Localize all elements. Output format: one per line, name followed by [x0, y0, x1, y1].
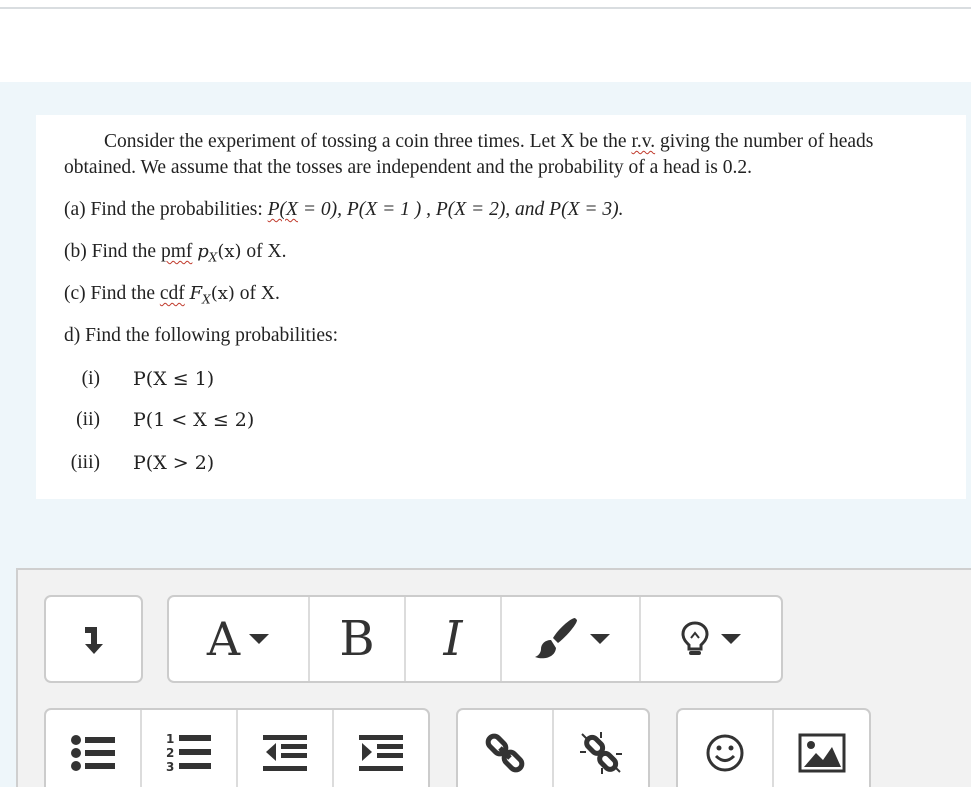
cdf-sub: X	[202, 292, 211, 307]
toolbar-group-expand	[44, 595, 143, 683]
outdent-icon	[263, 733, 307, 773]
link-button[interactable]	[458, 710, 554, 787]
ordered-list-button[interactable]	[142, 710, 238, 787]
toolbar-group-insert	[676, 708, 871, 787]
chevron-down-icon	[589, 632, 611, 646]
toolbar-group-links	[456, 708, 650, 787]
part-c	[64, 282, 280, 312]
item-i-expression: P(X ≤ 1)	[133, 368, 215, 390]
bold-icon: B	[339, 611, 375, 667]
image-icon	[798, 733, 846, 773]
tips-button[interactable]	[641, 597, 781, 681]
rv-term: r.v.	[631, 131, 656, 152]
item-iii-number: (iii)	[70, 452, 100, 473]
cdf-f: F	[189, 283, 203, 304]
question-intro-line1	[104, 130, 873, 154]
expand-toolbar-icon	[82, 622, 106, 656]
item-i-number: (i)	[81, 368, 100, 389]
ordered-list-icon	[166, 731, 212, 775]
cdf-term: cdf	[159, 283, 185, 304]
image-button[interactable]	[774, 710, 869, 787]
cdf-arg: (x)	[210, 283, 235, 304]
expand-toolbar-button[interactable]	[46, 597, 141, 681]
item-iii-expression: P(X > 2)	[133, 452, 215, 474]
chevron-down-icon	[248, 632, 270, 646]
chevron-down-icon	[720, 632, 742, 646]
cdf-symbol	[189, 283, 235, 307]
indent-button[interactable]	[334, 710, 428, 787]
svg-text:1: 1	[166, 732, 175, 746]
font-color-button[interactable]	[169, 597, 310, 681]
unlink-icon	[578, 730, 624, 776]
item-ii-number: (ii)	[76, 409, 100, 430]
italic-icon: I	[443, 611, 463, 667]
pmf-symbol	[197, 241, 242, 265]
part-d: d) Find the following probabilities:	[64, 325, 339, 346]
part-c-label: (c) Find the	[64, 283, 160, 304]
part-b-label: (b) Find the	[64, 241, 161, 262]
pmf-arg: (x)	[217, 241, 242, 262]
font-color-icon: A	[206, 612, 241, 666]
unordered-list-button[interactable]	[46, 710, 142, 787]
outdent-button[interactable]	[238, 710, 334, 787]
emoji-button[interactable]	[678, 710, 774, 787]
emoji-icon	[705, 733, 745, 773]
bold-button[interactable]	[310, 597, 406, 681]
question-intro-line2: obtained. We assume that the tosses are independent and the probability of a head is 0.2.	[64, 157, 752, 178]
svg-text:2: 2	[166, 746, 175, 760]
part-a-p0: P(X	[267, 199, 298, 220]
background-color-button[interactable]	[502, 597, 641, 681]
part-b-end: of X.	[241, 241, 287, 262]
toolbar-group-format	[167, 595, 783, 683]
part-a-label: (a) Find the probabilities:	[64, 199, 268, 220]
toolbar-group-lists	[44, 708, 430, 787]
pmf-p: p	[197, 241, 209, 262]
italic-button[interactable]	[406, 597, 502, 681]
unlink-button[interactable]	[554, 710, 648, 787]
part-b	[64, 240, 286, 270]
part-c-end: of X.	[234, 283, 280, 304]
svg-text:3: 3	[166, 760, 175, 774]
item-ii-expression: P(1 < X ≤ 2)	[133, 409, 255, 431]
intro-text-b: giving the number of heads	[655, 131, 874, 152]
link-icon	[483, 731, 527, 775]
part-a	[64, 198, 624, 222]
intro-text-a: Consider the experiment of tossing a coin three times. Let X be the	[104, 131, 632, 152]
indent-icon	[359, 733, 403, 773]
unordered-list-icon	[70, 733, 116, 773]
pmf-sub: X	[208, 250, 218, 265]
lightbulb-icon	[680, 620, 710, 658]
part-a-rest: = 0), P(X = 1 ) , P(X = 2), and P(X = 3).	[297, 199, 624, 220]
top-divider	[0, 7, 971, 9]
paintbrush-icon	[531, 614, 581, 664]
pmf-term: pmf	[160, 241, 193, 262]
